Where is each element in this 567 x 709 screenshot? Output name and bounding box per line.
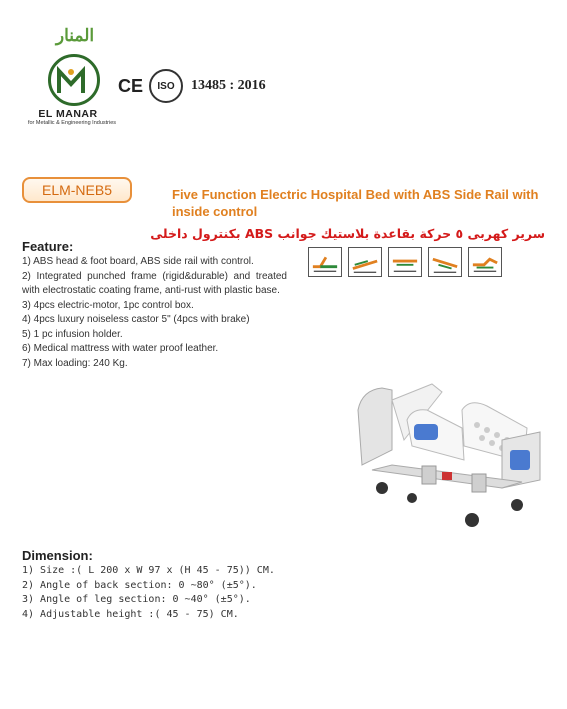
logo-company-subtitle: for Metallic & Engineering Industries xyxy=(27,120,117,126)
bed-height-icon xyxy=(388,247,422,277)
feature-item: 6) Medical mattress with water proof leather. xyxy=(22,343,219,354)
hospital-bed-image xyxy=(352,370,544,530)
feature-item: 4) 4pcs luxury noiseless castor 5" (4pcs with brake) xyxy=(22,314,250,325)
certifications xyxy=(118,70,266,102)
bed-back-up-icon xyxy=(308,247,342,277)
logo-arabic-name: المنار xyxy=(55,26,95,46)
bed-leg-up-icon xyxy=(468,247,502,277)
dimension-item: 3) Angle of leg section: 0 ~40° (±5°). xyxy=(22,594,251,605)
iso-standard: 13485 : 2016 xyxy=(191,78,266,93)
dimension-item: 1) Size :( L 200 x W 97 x (H 45 - 75)) CM. xyxy=(22,565,275,576)
features-heading: Feature: xyxy=(22,239,74,254)
logo-company-name: EL MANAR xyxy=(38,108,98,120)
dimension-heading: Dimension: xyxy=(22,548,93,563)
product-arabic-title: سرير كهربى ٥ حركة بقاعدة بلاستيك جوانب ABS بكنترول داخلى xyxy=(150,226,545,241)
feature-item: 3) 4pcs electric-motor, 1pc control box. xyxy=(22,299,194,311)
function-icons xyxy=(308,247,502,277)
bed-tilt-icon xyxy=(428,247,462,277)
features-list xyxy=(22,255,287,371)
feature-item: 1) ABS head & foot board, ABS side rail with control. xyxy=(22,256,254,267)
feature-item: 7) Max loading: 240 Kg. xyxy=(22,357,128,369)
dimension-item: 2) Angle of back section: 0 ~80° (±5°). xyxy=(22,579,257,591)
dimension-item: 4) Adjustable height :( 45 - 75) CM. xyxy=(22,608,239,620)
company-logo xyxy=(18,26,118,126)
bed-trend-icon xyxy=(348,247,382,277)
iso-badge-icon: ISO xyxy=(149,69,183,103)
feature-item: 2) Integrated punched frame (rigid&durable) and treated with electrostatic coating frame, anti-rust with plastic base. xyxy=(22,270,287,296)
ce-mark-icon: CE xyxy=(118,75,144,96)
product-title: Five Function Electric Hospital Bed with ABS Side Rail with inside control xyxy=(172,187,539,219)
model-badge: ELM-NEB5 xyxy=(22,177,132,203)
dimension-list xyxy=(22,564,275,622)
logo-m-letter-icon xyxy=(56,66,86,96)
feature-item: 5) 1 pc infusion holder. xyxy=(22,328,123,340)
